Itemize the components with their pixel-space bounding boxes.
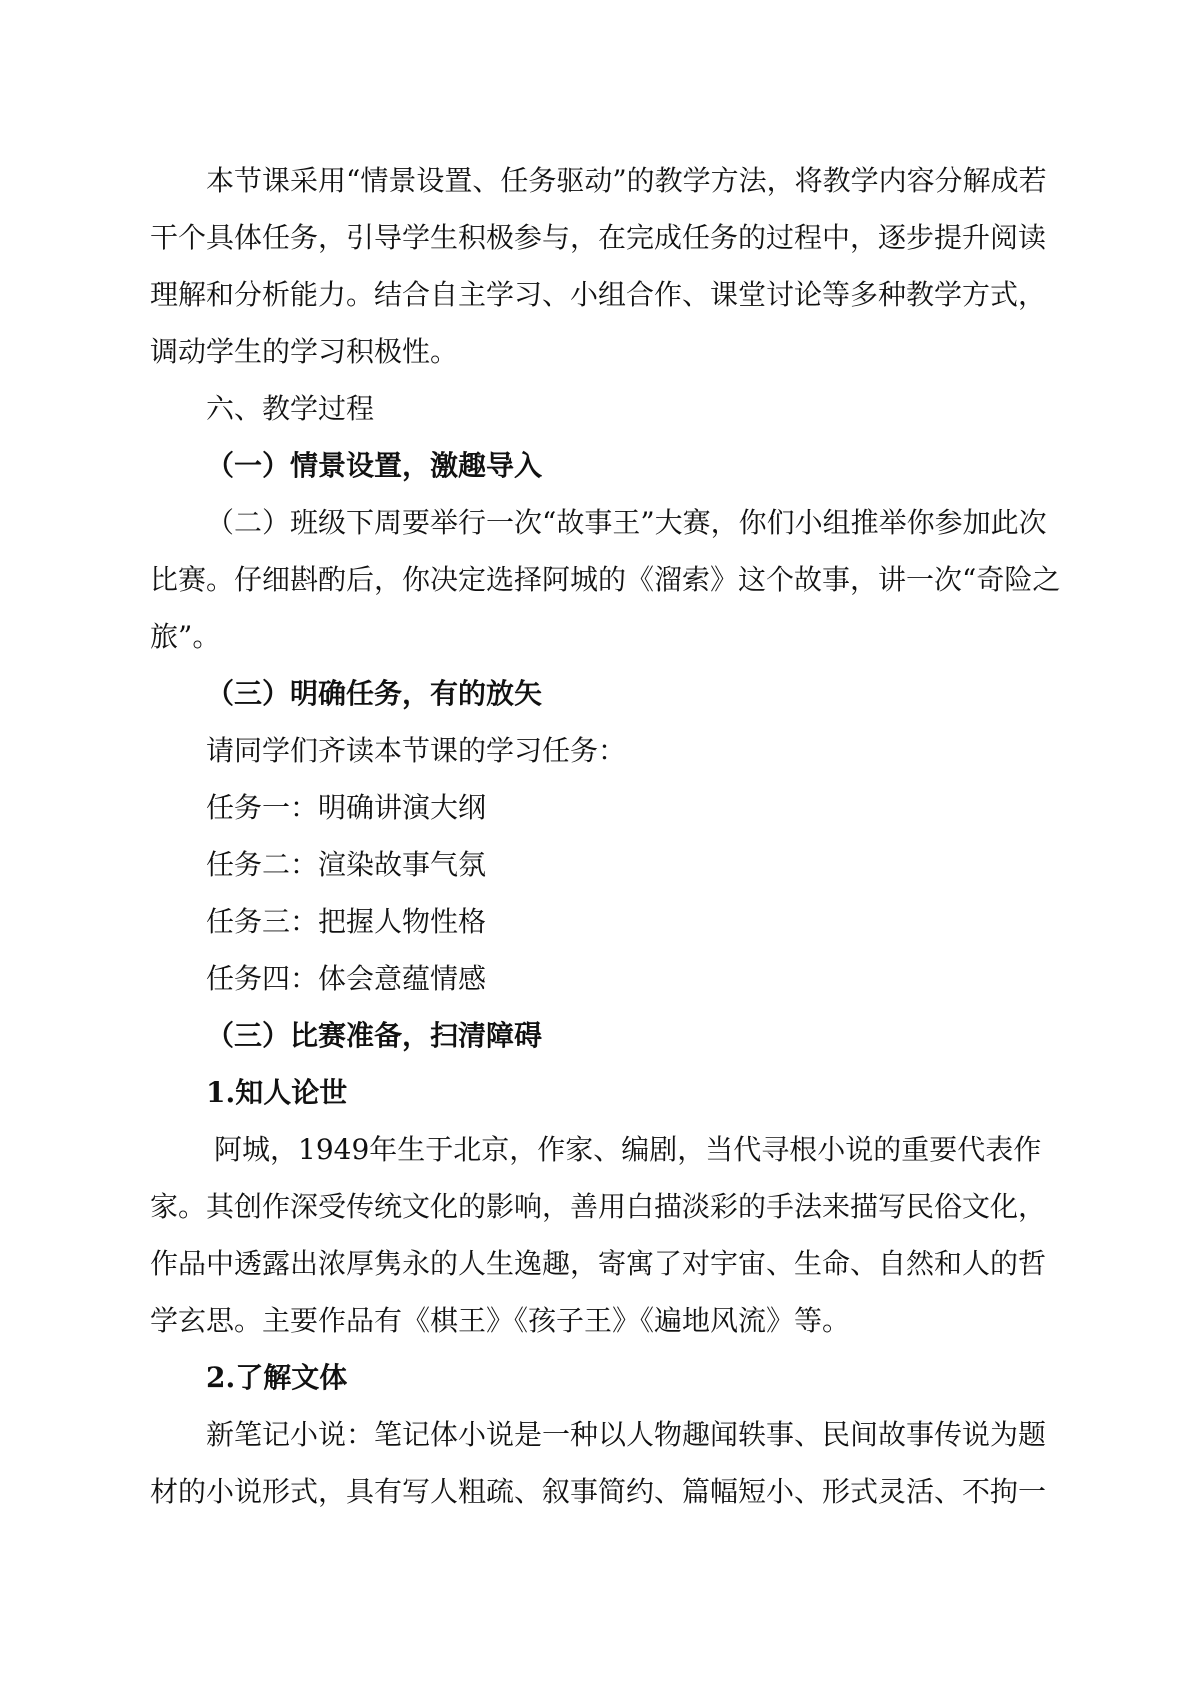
task-item: 任务二：渲染故事气氛 [206, 848, 487, 881]
task-item: 任务一：明确讲演大纲 [206, 791, 487, 824]
item-heading-know-author: 1.知人论世 [206, 1076, 348, 1109]
item-heading-understand-genre: 2.了解文体 [206, 1361, 348, 1394]
subheading-scenario-intro: （一）情景设置，激趣导入 [206, 449, 543, 482]
task-intro-line: 请同学们齐读本节课的学习任务： [206, 734, 627, 767]
task-item: 任务四：体会意蕴情感 [206, 962, 487, 995]
teaching-method-paragraph: 本节课采用“情景设置、任务驱动”的教学方法，将教学内容分解成若干个具体任务，引导学生积极参与，在完成任务的过程中，逐步提升阅读理解和分析能力。结合自主学习、小组合作、课堂讨论等多种教学方式，调动学生的学习积极性。 [150, 164, 1047, 368]
genre-paragraph: 新笔记小说：笔记体小说是一种以人物趣闻轶事、民间故事传说为题材的小说形式，具有写人粗疏、叙事简约、篇幅短小、形式灵活、不拘一 [150, 1418, 1047, 1508]
scenario-paragraph: （二）班级下周要举行一次“故事王”大赛，你们小组推举你参加此次比赛。仔细斟酌后，你决定选择阿城的《溜索》这个故事，讲一次“奇险之旅”。 [150, 506, 1061, 653]
subheading-clarify-tasks: （三）明确任务，有的放矢 [206, 677, 543, 710]
section-heading-teaching-process: 六、教学过程 [206, 392, 375, 425]
task-item: 任务三：把握人物性格 [206, 905, 487, 938]
document-body [150, 152, 1062, 1520]
author-paragraph: 阿城，1949年生于北京，作家、编剧，当代寻根小说的重要代表作家。其创作深受传统文化的影响，善用白描淡彩的手法来描写民俗文化，作品中透露出浓厚隽永的人生逸趣，寄寓了对宇宙、生命、自然和人的哲学玄思。主要作品有《棋王》《孩子王》《遍地风流》等。 [150, 1133, 1047, 1337]
subheading-competition-prep: （三）比赛准备，扫清障碍 [206, 1019, 543, 1052]
